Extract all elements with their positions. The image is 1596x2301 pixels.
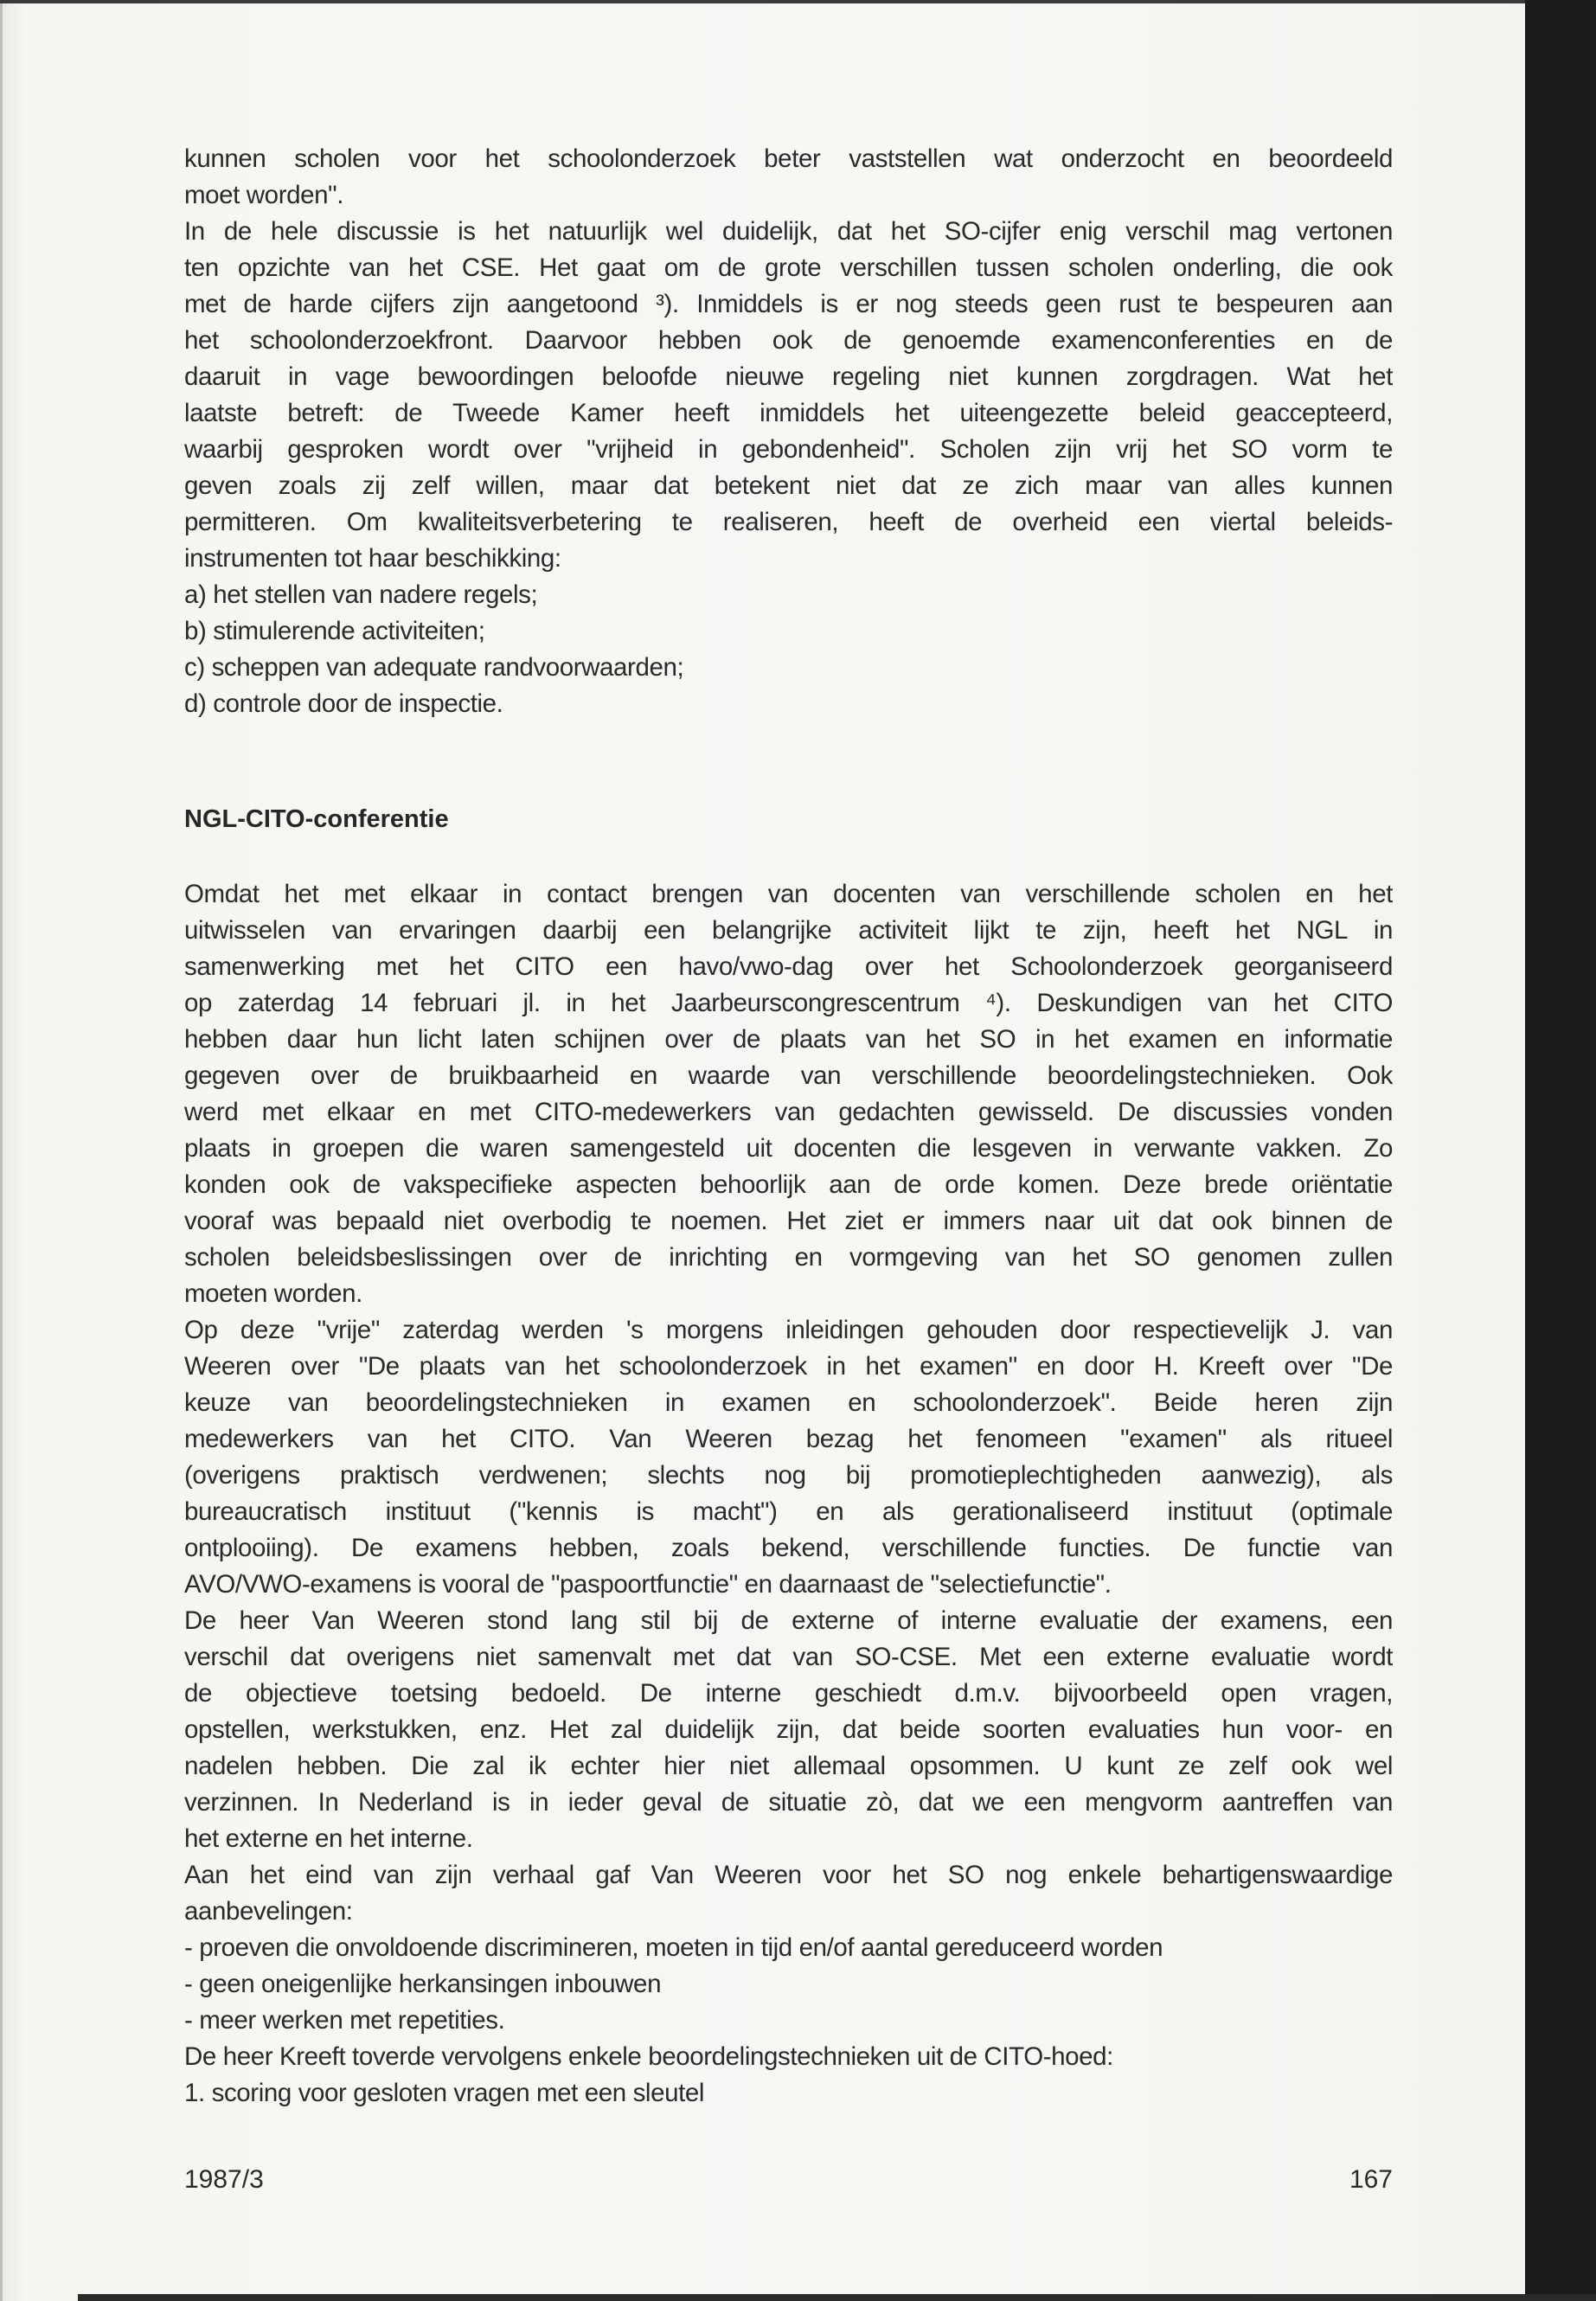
- scan-edge-right: [1525, 0, 1596, 2301]
- text-line: laatste betreft: de Tweede Kamer heeft inmiddels het uiteengezette beleid geaccepteerd,: [184, 399, 1393, 427]
- text-line: medewerkers van het CITO. Van Weeren bezag het fenomeen "examen" als ritueel: [184, 1425, 1393, 1453]
- text-line: AVO/VWO-examens is vooral de "paspoortfunctie" en daarnaast de "selectiefunctie".: [184, 1570, 1112, 1599]
- text-line: werd met elkaar en met CITO-medewerkers van gedachten gewisseld. De discussies vonden: [184, 1098, 1393, 1126]
- text-line: nadelen hebben. Die zal ik echter hier niet allemaal opsommen. U kunt ze zelf ook wel: [184, 1752, 1393, 1780]
- scan-edge-bottom: [78, 2294, 1596, 2301]
- text-line: met de harde cijfers zijn aangetoond ³). Inmiddels is er nog steeds geen rust te bespeuren aan: [184, 290, 1393, 318]
- text-line: c) scheppen van adequate randvoorwaarden;: [184, 653, 684, 682]
- text-line: het schoolonderzoekfront. Daarvoor hebben ook de genoemde examenconferenties en de: [184, 326, 1393, 355]
- text-line: samenwerking met het CITO een havo/vwo-dag over het Schoolonderzoek georganiseerd: [184, 952, 1393, 981]
- body-text-section-1: [184, 141, 1393, 722]
- text-line: - proeven die onvoldoende discrimineren, moeten in tijd en/of aantal gereduceerd worden: [184, 1933, 1163, 1962]
- text-line: verschil dat overigens niet samenvalt met dat van SO-CSE. Met een externe evaluatie wordt: [184, 1643, 1393, 1671]
- text-line: plaats in groepen die waren samengesteld uit docenten die lesgeven in verwante vakken. Zo: [184, 1134, 1393, 1163]
- text-line: kunnen scholen voor het schoolonderzoek beter vaststellen wat onderzocht en beoordeeld: [184, 144, 1393, 173]
- text-line: op zaterdag 14 februari jl. in het Jaarbeurscongrescentrum ⁴). Deskundigen van het CITO: [184, 989, 1393, 1017]
- text-line: ontplooiing). De examens hebben, zoals bekend, verschillende functies. De functie van: [184, 1534, 1393, 1562]
- text-line: (overigens praktisch verdwenen; slechts nog bij promotieplechtigheden aanwezig), als: [184, 1461, 1393, 1490]
- text-line: aanbevelingen:: [184, 1897, 353, 1926]
- text-line: a) het stellen van nadere regels;: [184, 580, 538, 609]
- text-line: scholen beleidsbeslissingen over de inrichting en vormgeving van het SO genomen zullen: [184, 1243, 1393, 1272]
- text-line: verzinnen. In Nederland is in ieder geval de situatie zò, dat we een mengvorm aantreffen van: [184, 1788, 1393, 1817]
- text-line: bureaucratisch instituut ("kennis is macht") en als gerationaliseerd instituut (optimale: [184, 1497, 1393, 1526]
- text-line: het externe en het interne.: [184, 1824, 473, 1853]
- text-line: In de hele discussie is het natuurlijk wel duidelijk, dat het SO-cijfer enig verschil mag vertonen: [184, 217, 1393, 246]
- text-line: d) controle door de inspectie.: [184, 689, 503, 718]
- text-line: keuze van beoordelingstechnieken in examen en schoolonderzoek". Beide heren zijn: [184, 1388, 1393, 1417]
- text-line: De heer Kreeft toverde vervolgens enkele beoordelingstechnieken uit de CITO-hoed:: [184, 2042, 1113, 2071]
- text-line: Op deze "vrije" zaterdag werden 's morgens inleidingen gehouden door respectievelijk J. van: [184, 1316, 1393, 1344]
- text-line: Weeren over "De plaats van het schoolonderzoek in het examen" en door H. Kreeft over "De: [184, 1352, 1393, 1381]
- text-line: vooraf was bepaald niet overbodig te noemen. Het ziet er immers naar uit dat ook binnen de: [184, 1207, 1393, 1235]
- text-line: opstellen, werkstukken, enz. Het zal duidelijk zijn, dat beide soorten evaluaties hun voor- en: [184, 1715, 1393, 1744]
- text-line: moet worden".: [184, 181, 344, 209]
- text-line: konden ook de vakspecifieke aspecten behoorlijk aan de orde komen. Deze brede oriëntatie: [184, 1170, 1393, 1199]
- text-line: daaruit in vage bewoordingen beloofde nieuwe regeling niet kunnen zorgdragen. Wat het: [184, 362, 1393, 391]
- text-line: permitteren. Om kwaliteitsverbetering te realiseren, heeft de overheid een viertal beleids-: [184, 508, 1393, 536]
- text-line: 1. scoring voor gesloten vragen met een sleutel: [184, 2079, 705, 2107]
- text-line: uitwisselen van ervaringen daarbij een belangrijke activiteit lijkt te zijn, heeft het NGL in: [184, 916, 1393, 945]
- text-line: Aan het eind van zijn verhaal gaf Van Weeren voor het SO nog enkele behartigenswaardige: [184, 1861, 1393, 1889]
- text-line: geven zoals zij zelf willen, maar dat betekent niet dat ze zich maar van alles kunnen: [184, 471, 1393, 500]
- text-line: gegeven over de bruikbaarheid en waarde van verschillende beoordelingstechnieken. Ook: [184, 1061, 1393, 1090]
- section-heading: NGL-CITO-conferentie: [184, 805, 449, 833]
- scan-edge-top: [0, 0, 1596, 3]
- issue-number: 1987/3: [184, 2165, 264, 2194]
- page-footer: [184, 2162, 1393, 2198]
- text-line: - geen oneigenlijke herkansingen inbouwen: [184, 1970, 662, 1998]
- text-line: - meer werken met repetities.: [184, 2006, 505, 2035]
- body-text-section-2: [184, 876, 1393, 2112]
- text-line: b) stimulerende activiteiten;: [184, 617, 485, 645]
- page-number: 167: [1349, 2165, 1393, 2194]
- text-line: waarbij gesproken wordt over "vrijheid in gebondenheid". Scholen zijn vrij het SO vorm te: [184, 435, 1393, 464]
- text-line: hebben daar hun licht laten schijnen over de plaats van het SO in het examen en informatie: [184, 1025, 1393, 1054]
- text-line: de objectieve toetsing bedoeld. De interne geschiedt d.m.v. bijvoorbeeld open vragen,: [184, 1679, 1393, 1708]
- text-line: De heer Van Weeren stond lang stil bij de externe of interne evaluatie der examens, een: [184, 1606, 1393, 1635]
- text-line: Omdat het met elkaar in contact brengen van docenten van verschillende scholen en het: [184, 880, 1393, 908]
- text-line: instrumenten tot haar beschikking:: [184, 544, 561, 573]
- text-line: moeten worden.: [184, 1279, 362, 1308]
- text-line: ten opzichte van het CSE. Het gaat om de grote verschillen tussen scholen onderling, die ook: [184, 253, 1393, 282]
- scan-edge-left: [0, 0, 3, 2301]
